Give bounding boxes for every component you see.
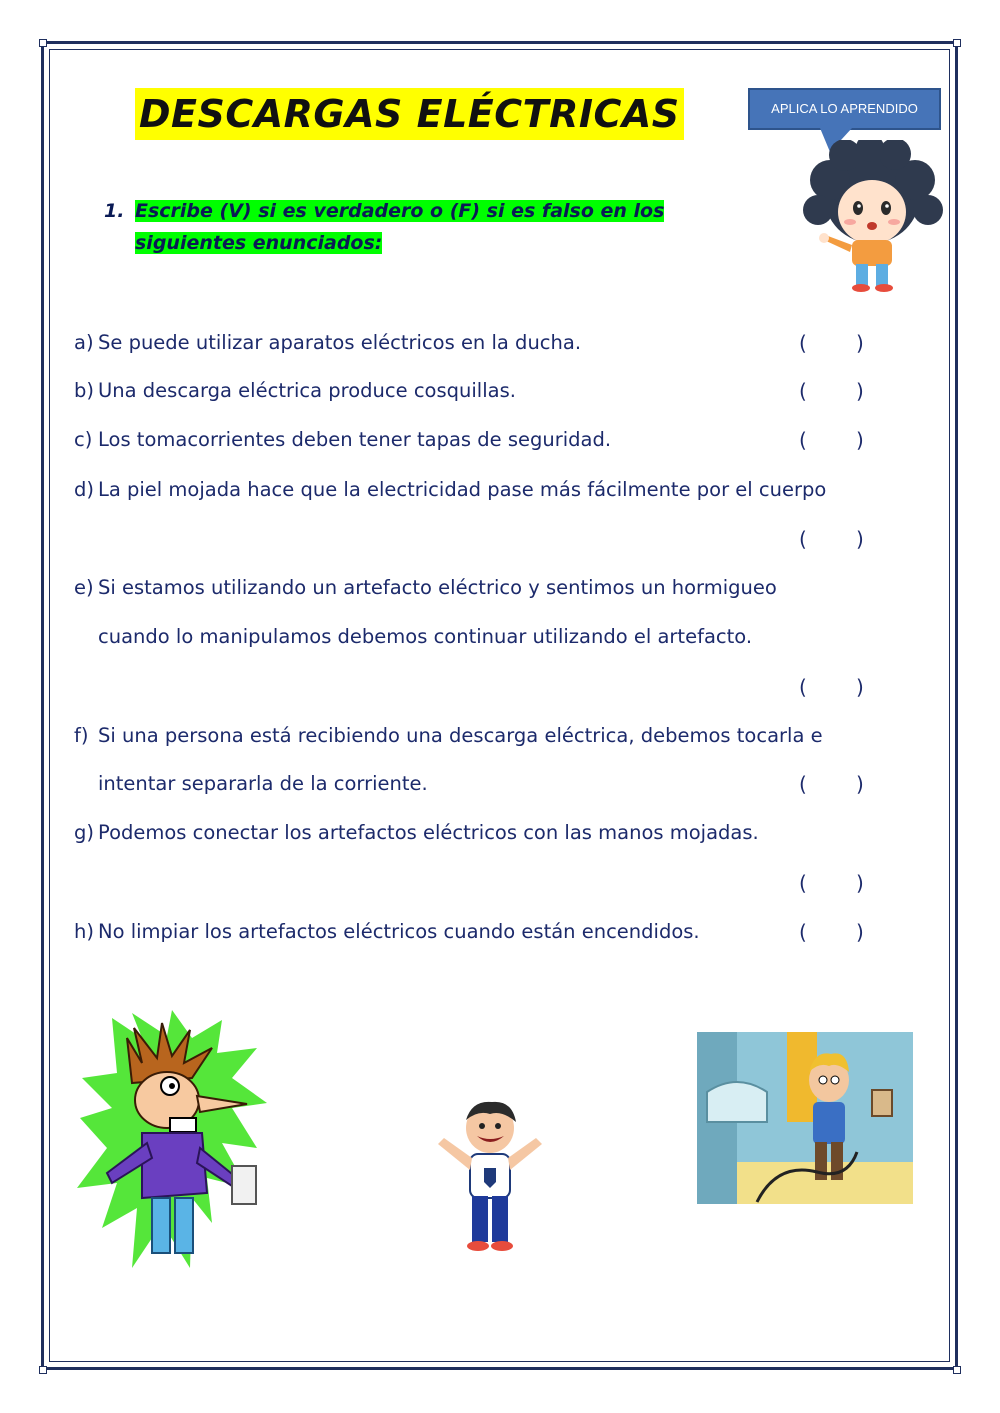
girl-pointing-illustration	[800, 140, 945, 295]
apply-learned-callout: APLICA LO APRENDIDO	[748, 88, 941, 130]
statement-letter: d)	[74, 478, 94, 501]
boy-wet-bathroom-illustration	[697, 1032, 913, 1204]
border-corner	[953, 1366, 961, 1374]
statement-text: intentar separarla de la corriente.	[98, 772, 428, 795]
statement-text: Los tomacorrientes deben tener tapas de seguridad.	[98, 428, 612, 451]
happy-boy-illustration	[432, 1098, 552, 1256]
page-title: DESCARGAS ELÉCTRICAS	[135, 88, 684, 140]
instruction-line-1: Escribe (V) si es verdadero o (F) si es falso en los	[135, 200, 665, 222]
statement-letter: b)	[74, 379, 94, 402]
statement-text: No limpiar los artefactos eléctricos cuando están encendidos.	[98, 920, 700, 943]
statement-letter: e)	[74, 576, 94, 599]
statement-text: La piel mojada hace que la electricidad pase más fácilmente por el cuerpo	[98, 478, 827, 501]
statement-text: Si una persona está recibiendo una descarga eléctrica, debemos tocarla e	[98, 724, 823, 747]
statement-text: Podemos conectar los artefactos eléctricos con las manos mojadas.	[98, 821, 759, 844]
statement-text: cuando lo manipulamos debemos continuar utilizando el artefacto.	[98, 625, 753, 648]
instruction	[100, 195, 730, 259]
statement-text: Si estamos utilizando un artefacto eléctrico y sentimos un hormigueo	[98, 576, 777, 599]
border-corner	[39, 39, 47, 47]
statement-letter: a)	[74, 331, 94, 354]
electrocuted-man-illustration	[72, 1008, 282, 1276]
statement-text: Una descarga eléctrica produce cosquillas.	[98, 379, 516, 402]
statement-letter: h)	[74, 920, 94, 943]
border-corner	[39, 1366, 47, 1374]
statement-letter: f)	[74, 724, 89, 747]
statement-letter: g)	[74, 821, 94, 844]
border-corner	[953, 39, 961, 47]
statement-letter: c)	[74, 428, 93, 451]
statement-text: Se puede utilizar aparatos eléctricos en la ducha.	[98, 331, 582, 354]
instruction-number: 1.	[104, 200, 125, 222]
instruction-line-2: siguientes enunciados:	[135, 232, 383, 254]
